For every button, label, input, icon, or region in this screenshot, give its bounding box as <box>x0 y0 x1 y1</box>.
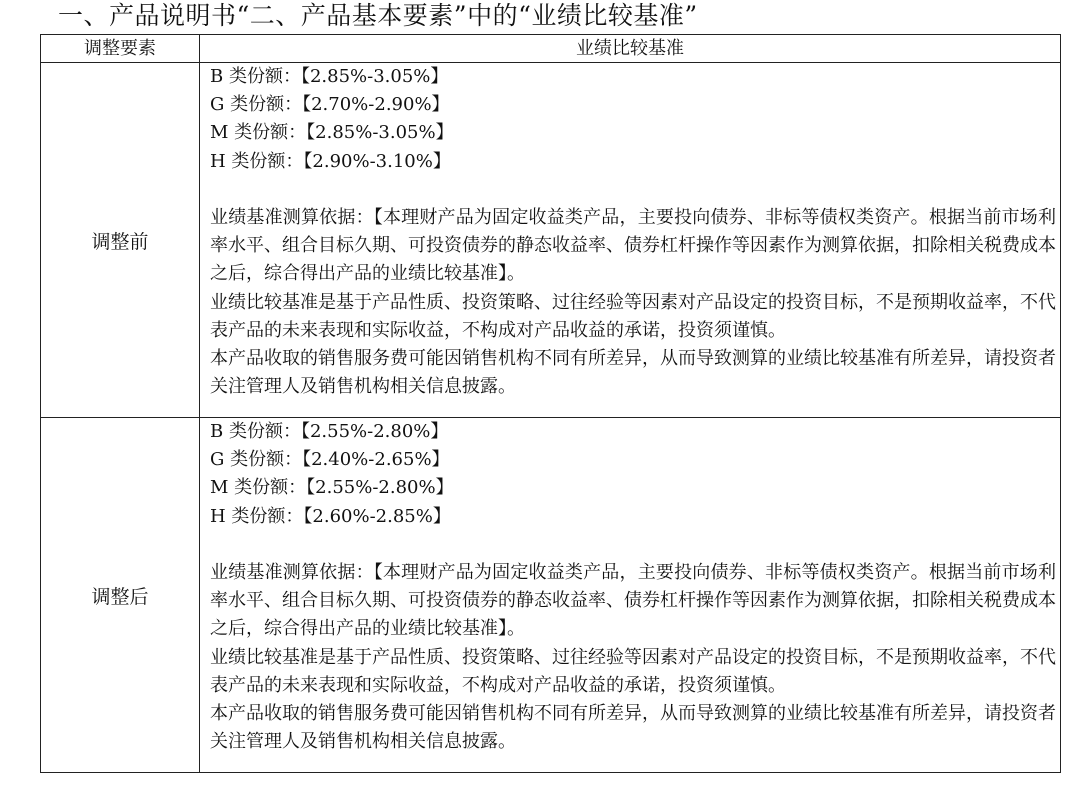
fee-paragraph-before: 本产品收取的销售服务费可能因销售机构不同有所差异，从而导致测算的业绩比较基准有所差异，请投资者关注管理人及销售机构相关信息披露。 <box>210 347 1056 398</box>
share-h-after: H 类份额：【2.60%-2.85%】 <box>210 505 451 527</box>
header-benchmark: 业绩比较基准 <box>200 35 1061 63</box>
share-b-after: B 类份额：【2.55%-2.80%】 <box>210 421 449 442</box>
basis-paragraph-before: 业绩基准测算依据：【本理财产品为固定收益类产品，主要投向债券、非标等债权类资产。根据当前市场利率水平、组合目标久期、可投资债券的静态收益率、债券杠杆操作等因素作为测算依据，扣除相关税费成本之后，综合得出产品的业绩比较基准】。 <box>210 206 1056 285</box>
spacer <box>210 176 1056 204</box>
header-adjustment-item: 调整要素 <box>41 35 200 63</box>
section-heading: 一、产品说明书“二、产品基本要素”中的“业绩比较基准” <box>58 1 698 30</box>
fee-paragraph-after: 本产品收取的销售服务费可能因销售机构不同有所差异，从而导致测算的业绩比较基准有所差异，请投资者关注管理人及销售机构相关信息披露。 <box>210 702 1056 753</box>
share-m-before: M 类份额：【2.85%-3.05%】 <box>210 122 454 144</box>
basis-paragraph-after: 业绩基准测算依据：【本理财产品为固定收益类产品，主要投向债券、非标等债权类资产。根据当前市场利率水平、组合目标久期、可投资债券的静态收益率、债券杠杆操作等因素作为测算依据，扣除相关税费成本之后，综合得出产品的业绩比较基准】。 <box>210 561 1056 640</box>
share-g-after: G 类份额：【2.40%-2.65%】 <box>210 449 450 471</box>
table-row-before <box>41 63 1061 418</box>
share-h-before: H 类份额：【2.90%-3.10%】 <box>210 150 451 172</box>
benchmark-table <box>40 34 1061 773</box>
disclaimer-paragraph-before: 业绩比较基准是基于产品性质、投资策略、过往经验等因素对产品设定的投资目标，不是预期收益率，不代表产品的未来表现和实际收益，不构成对产品收益的承诺，投资须谨慎。 <box>210 291 1056 341</box>
benchmark-content-after <box>200 418 1061 773</box>
share-m-after: M 类份额：【2.55%-2.80%】 <box>210 477 454 499</box>
spacer <box>210 531 1056 559</box>
row-label-after: 调整后 <box>41 418 200 773</box>
disclaimer-paragraph-after: 业绩比较基准是基于产品性质、投资策略、过往经验等因素对产品设定的投资目标，不是预期收益率，不代表产品的未来表现和实际收益，不构成对产品收益的承诺，投资须谨慎。 <box>210 646 1056 696</box>
benchmark-content-before <box>200 63 1061 418</box>
table-header-row <box>41 35 1061 63</box>
row-label-before: 调整前 <box>41 63 200 418</box>
share-b-before: B 类份额：【2.85%-3.05%】 <box>210 66 449 87</box>
table-row-after <box>41 418 1061 773</box>
share-g-before: G 类份额：【2.70%-2.90%】 <box>210 94 450 116</box>
